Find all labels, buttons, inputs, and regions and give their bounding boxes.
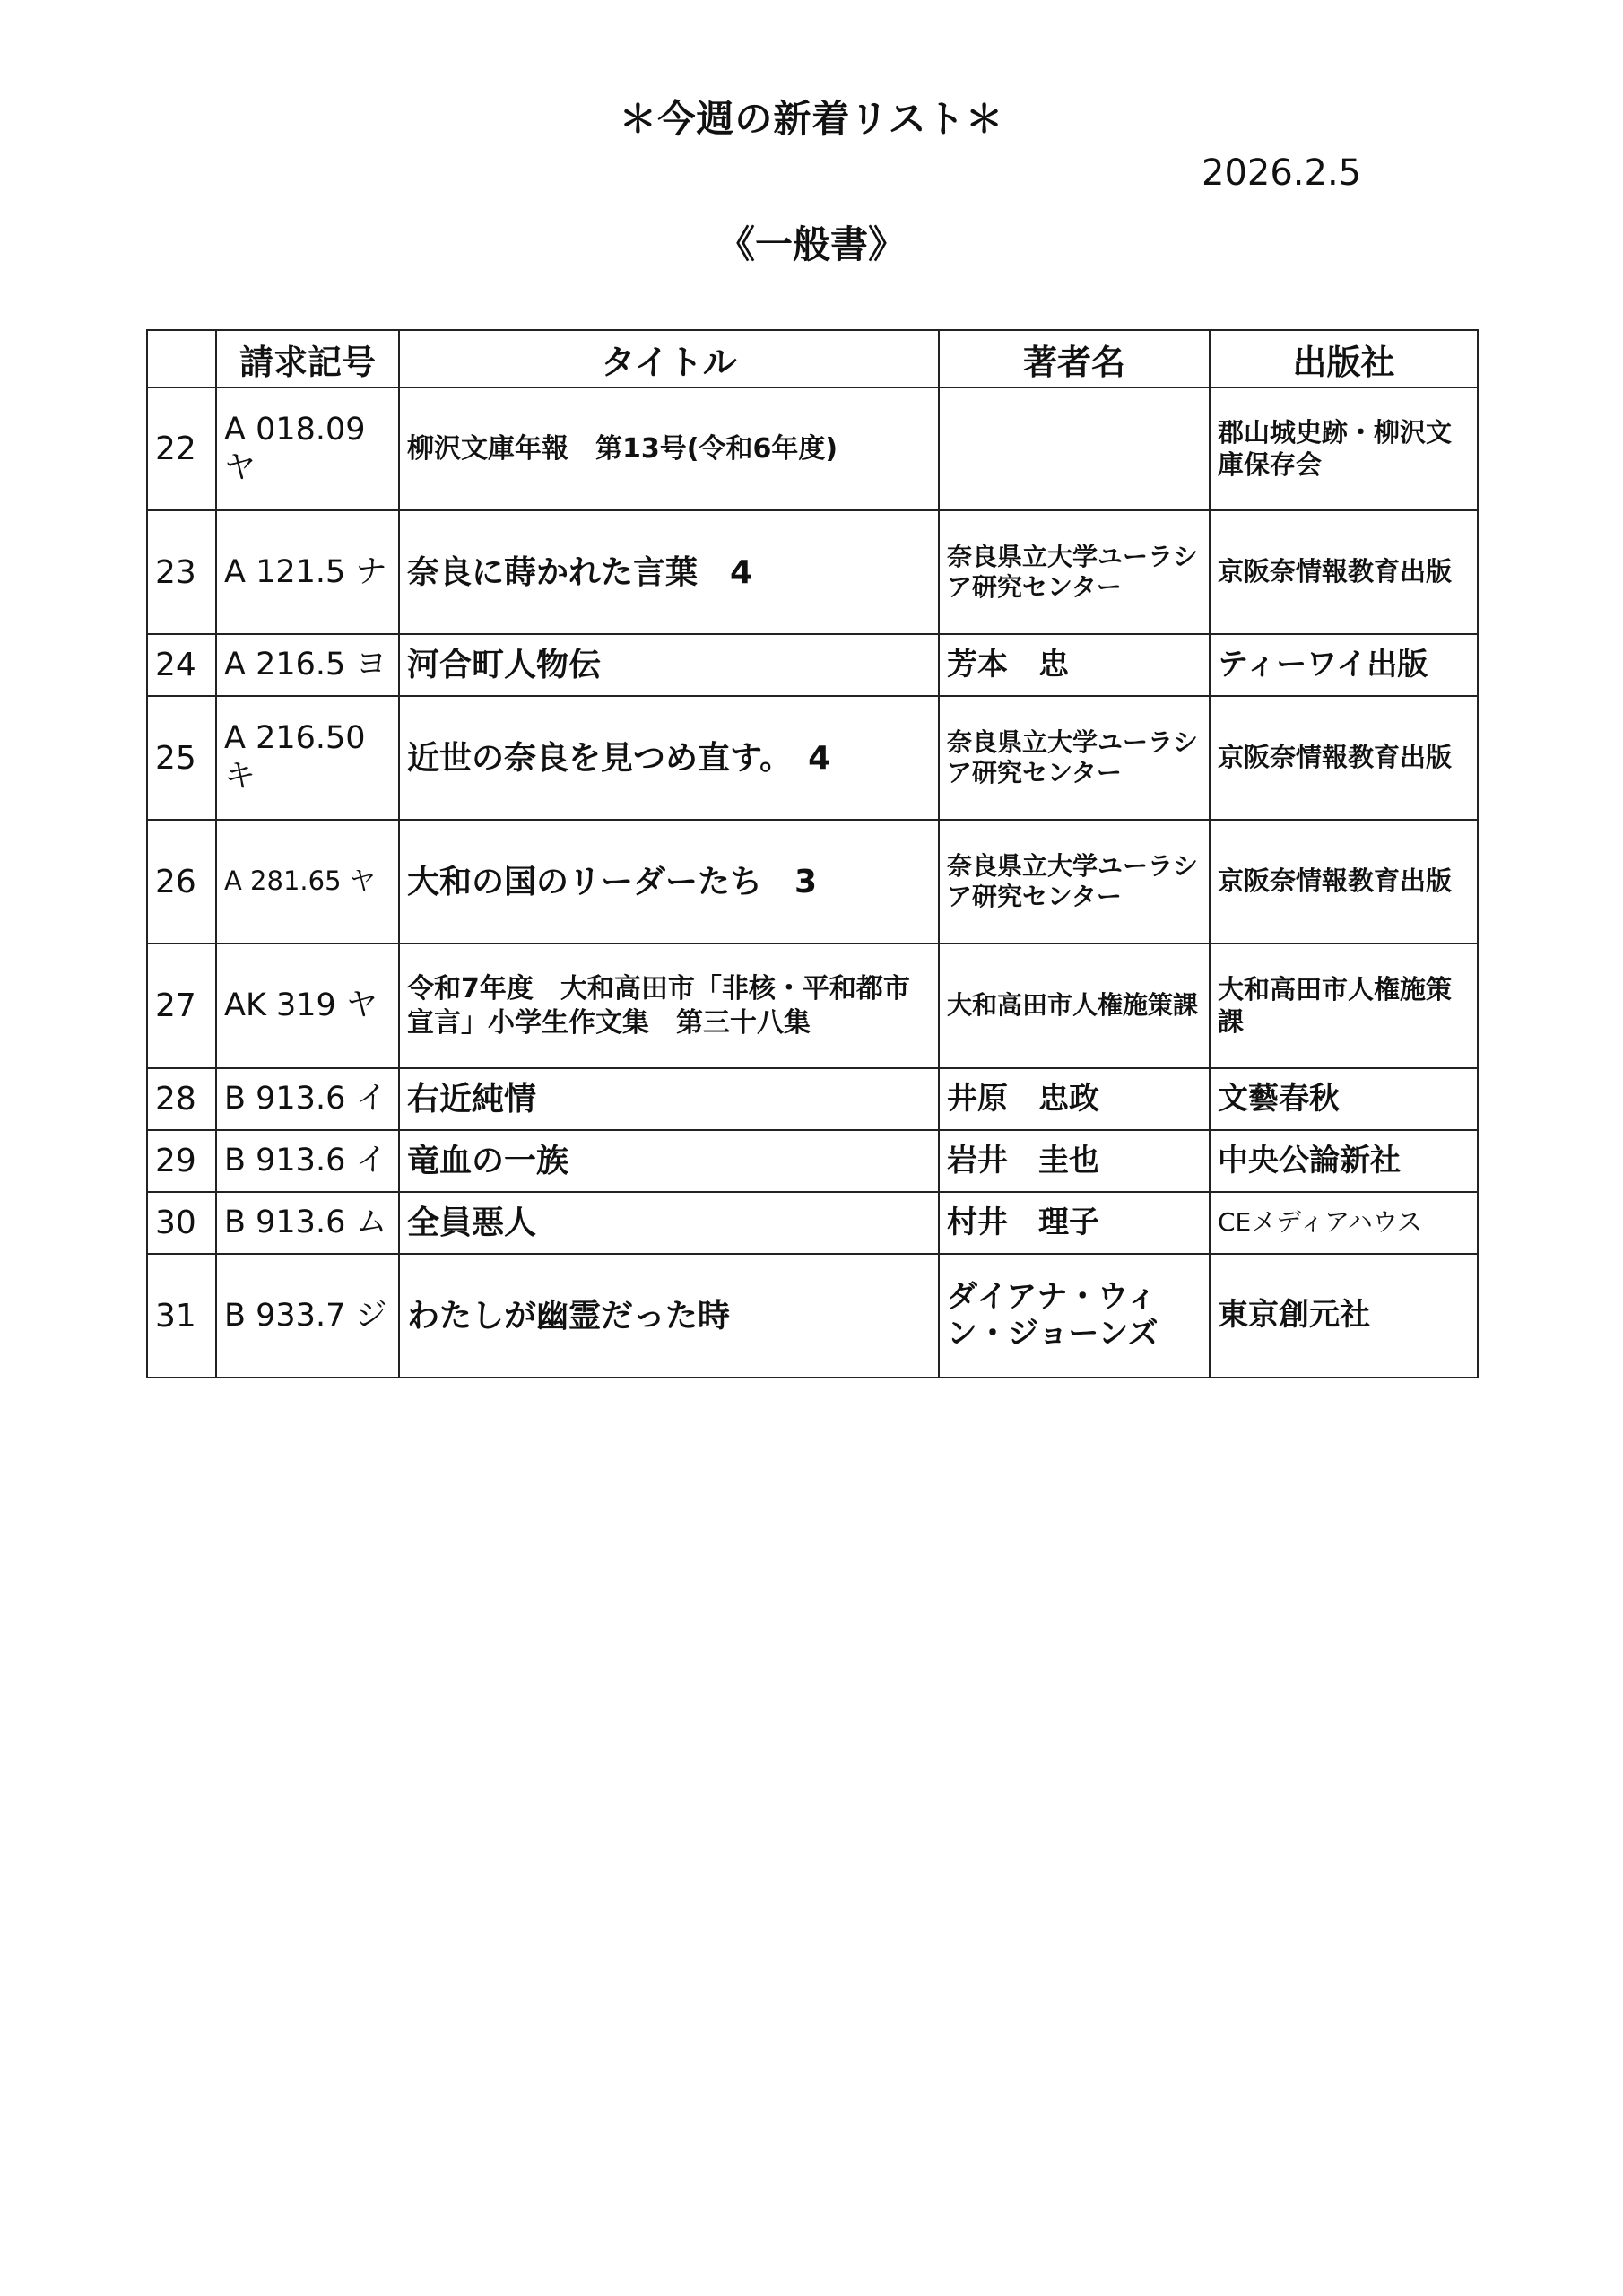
book-author: 大和高田市人権施策課 [939, 944, 1210, 1068]
table-row [147, 1068, 1478, 1130]
row-number: 22 [147, 387, 216, 510]
book-author: 井原 忠政 [939, 1068, 1210, 1130]
new-arrivals-table [146, 329, 1479, 1378]
row-number: 27 [147, 944, 216, 1068]
row-number: 26 [147, 820, 216, 944]
book-title: 全員悪人 [399, 1192, 939, 1254]
column-header-publisher: 出版社 [1210, 330, 1478, 387]
call-number: B 933.7 ジ [216, 1254, 399, 1378]
column-header-call-number: 請求記号 [216, 330, 399, 387]
table-row [147, 944, 1478, 1068]
table-row [147, 510, 1478, 634]
book-author: 奈良県立大学ユーラシア研究センター [939, 820, 1210, 944]
book-publisher: 京阪奈情報教育出版 [1210, 820, 1478, 944]
book-publisher: ティーワイ出版 [1210, 634, 1478, 696]
row-number: 25 [147, 696, 216, 820]
book-title: 柳沢文庫年報 第13号(令和6年度) [399, 387, 939, 510]
call-number: A 216.5 ヨ [216, 634, 399, 696]
book-author: 岩井 圭也 [939, 1130, 1210, 1192]
call-number: B 913.6 イ [216, 1068, 399, 1130]
row-number: 28 [147, 1068, 216, 1130]
table-row [147, 1254, 1478, 1378]
book-title: 令和7年度 大和高田市「非核・平和都市宣言」小学生作文集 第三十八集 [399, 944, 939, 1068]
column-header-author: 著者名 [939, 330, 1210, 387]
row-number: 30 [147, 1192, 216, 1254]
book-title: 近世の奈良を見つめ直す。 4 [399, 696, 939, 820]
column-header-title: タイトル [399, 330, 939, 387]
call-number: A 216.50 キ [216, 696, 399, 820]
table-row [147, 387, 1478, 510]
book-publisher: 京阪奈情報教育出版 [1210, 510, 1478, 634]
book-title: 河合町人物伝 [399, 634, 939, 696]
row-number: 31 [147, 1254, 216, 1378]
book-publisher: 文藝春秋 [1210, 1068, 1478, 1130]
column-header-number [147, 330, 216, 387]
call-number: A 281.65 ヤ [216, 820, 399, 944]
book-title: わたしが幽霊だった時 [399, 1254, 939, 1378]
book-title: 右近純情 [399, 1068, 939, 1130]
book-author: ダイアナ・ウィン・ジョーンズ [939, 1254, 1210, 1378]
call-number: B 913.6 ム [216, 1192, 399, 1254]
call-number: A 018.09 ヤ [216, 387, 399, 510]
book-title: 大和の国のリーダーたち 3 [399, 820, 939, 944]
page-title: ＊今週の新着リスト＊ [619, 97, 1004, 141]
table-row [147, 1130, 1478, 1192]
table-header-row [147, 330, 1478, 387]
book-publisher: 東京創元社 [1210, 1254, 1478, 1378]
book-title: 奈良に蒔かれた言葉 4 [399, 510, 939, 634]
book-publisher: 中央公論新社 [1210, 1130, 1478, 1192]
table-row [147, 696, 1478, 820]
book-author: 芳本 忠 [939, 634, 1210, 696]
call-number: A 121.5 ナ [216, 510, 399, 634]
table-row [147, 634, 1478, 696]
book-author: 奈良県立大学ユーラシア研究センター [939, 696, 1210, 820]
book-publisher: 京阪奈情報教育出版 [1210, 696, 1478, 820]
book-publisher: 郡山城史跡・柳沢文庫保存会 [1210, 387, 1478, 510]
book-publisher: CEメディアハウス [1210, 1192, 1478, 1254]
section-heading: 《一般書》 [716, 222, 906, 266]
row-number: 24 [147, 634, 216, 696]
book-author [939, 387, 1210, 510]
row-number: 23 [147, 510, 216, 634]
book-author: 奈良県立大学ユーラシア研究センター [939, 510, 1210, 634]
table-row [147, 1192, 1478, 1254]
book-title: 竜血の一族 [399, 1130, 939, 1192]
row-number: 29 [147, 1130, 216, 1192]
book-publisher: 大和高田市人権施策課 [1210, 944, 1478, 1068]
call-number: AK 319 ヤ [216, 944, 399, 1068]
table-row [147, 820, 1478, 944]
call-number: B 913.6 イ [216, 1130, 399, 1192]
list-date: 2026.2.5 [1202, 152, 1362, 194]
book-author: 村井 理子 [939, 1192, 1210, 1254]
